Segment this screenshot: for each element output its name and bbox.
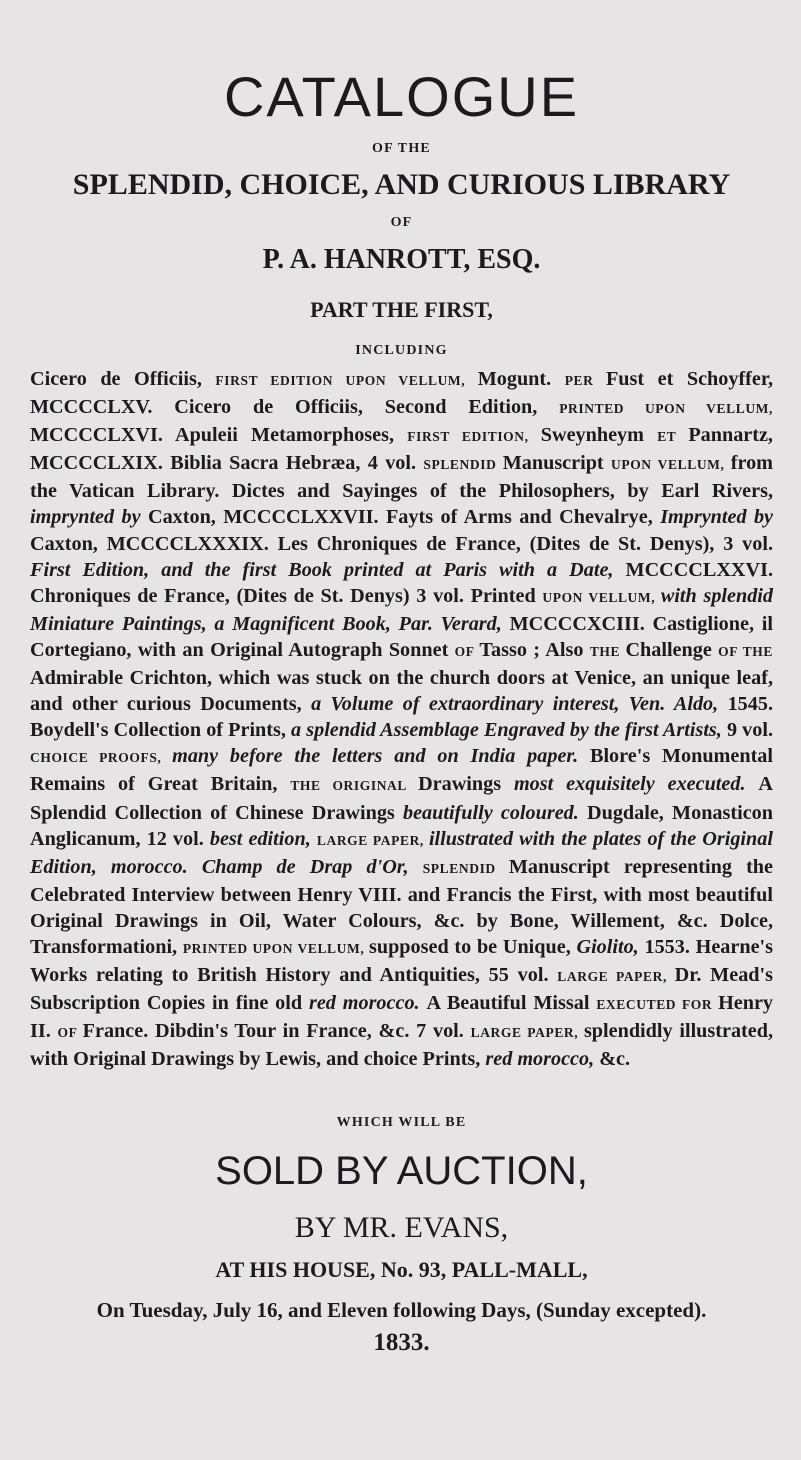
- contents-paragraph: [30, 366, 773, 1072]
- contents-run: Sweynheym: [540, 424, 658, 447]
- contents-run: red morocco,: [485, 1048, 600, 1071]
- owner-name: P. A. HANROTT, ESQ.: [262, 244, 541, 275]
- contents-run: from the Vatican Library. Dictes and Sayinges of the Philosophers, by Earl Rivers,: [30, 452, 773, 503]
- contents-run: LARGE PAPER,: [316, 832, 429, 848]
- contents-run: Caxton, MCCCCLXXXIX. Les Chroniques de France, (Dites de St. Denys), 3 vol.: [30, 532, 773, 555]
- contents-run: Henry II.: [30, 992, 774, 1043]
- which-will-be-label: WHICH WILL BE: [336, 1115, 467, 1131]
- contents-run: imprynted by: [30, 506, 148, 529]
- contents-run: UPON VELLUM,: [611, 457, 731, 473]
- library-subject: SPLENDID, CHOICE, AND CURIOUS LIBRARY: [72, 168, 731, 201]
- contents-run: Dugdale, Monasticon Anglicanum, 12 vol.: [30, 801, 773, 850]
- contents-run: MCCCCXCIII. Castiglione, il Cortegiano, with an Original Autograph Sonnet: [30, 612, 774, 661]
- including-label: INCLUDING: [355, 343, 448, 358]
- contents-run: SPLENDID: [423, 457, 503, 473]
- contents-run: SPLENDID: [422, 860, 509, 876]
- contents-run: Dr. Mead's Subscription Copies in fine old: [30, 964, 773, 1015]
- contents-run: OF THE: [718, 643, 773, 659]
- contents-run: France. Dibdin's Tour in France, &c. 7 vol.: [82, 1020, 471, 1043]
- contents-run: First Edition, and the first Book printed at Paris with a Date,: [30, 558, 626, 581]
- contents-run: Caxton, MCCCCLXXVII. Fayts of Arms and Chevalrye,: [147, 506, 661, 529]
- contents-run: Mogunt.: [477, 368, 565, 390]
- contents-run: splendidly illustrated, with Original Drawings by Lewis, and choice Prints,: [30, 1020, 773, 1071]
- contents-run: red morocco.: [308, 992, 427, 1015]
- contents-run: FIRST EDITION UPON VELLUM,: [215, 373, 478, 388]
- contents-run: PRINTED UPON VELLUM,: [182, 940, 369, 956]
- contents-run: OF: [454, 643, 480, 659]
- part-heading: PART THE FIRST,: [310, 297, 493, 322]
- contents-run: 1545. Boydell's Collection of Prints,: [30, 693, 773, 742]
- contents-run: Tasso ; Also: [479, 638, 590, 661]
- contents-run: many before the letters and on India paper.: [172, 745, 590, 768]
- contents-run: 1553. Hearne's Works relating to British History and Antiquities, 55 vol.: [30, 935, 773, 987]
- of-label: OF: [390, 215, 413, 230]
- contents-run: Challenge: [625, 638, 719, 661]
- contents-run: Drawings: [418, 773, 514, 796]
- contents-run: MCCCCLXXVI. Chroniques de France, (Dites de St. Denys) 3 vol. Printed: [30, 558, 773, 607]
- contents-run: PER: [564, 373, 606, 388]
- catalogue-title: CATALOGUE: [223, 65, 580, 128]
- of-the-label: OF THE: [372, 141, 431, 156]
- contents-run: with splendid Miniature Paintings, a Magnificent Book, Par. Verard,: [30, 584, 774, 635]
- contents-run: a splendid Assemblage Engraved by the first Artists,: [291, 719, 727, 742]
- contents-run: LARGE PAPER,: [557, 969, 675, 985]
- contents-run: ET: [657, 429, 689, 445]
- contents-run: best edition,: [209, 827, 317, 850]
- contents-run: Imprynted by: [660, 506, 774, 529]
- sale-date-line: On Tuesday, July 16, and Eleven following Days, (Sunday excepted).: [96, 1298, 707, 1323]
- contents-run: Cicero de Officiis,: [30, 368, 216, 390]
- contents-run: Admirable Crichton, which was stuck on the church doors at Venice, an unique leaf, and other curious Documents,: [30, 667, 773, 716]
- contents-run: 9 vol.: [726, 719, 774, 742]
- contents-run: supposed to be Unique,: [369, 935, 577, 958]
- contents-run: Manuscript: [502, 452, 611, 475]
- contents-run: Blore's Monumental Remains of Great Britain,: [30, 745, 773, 796]
- contents-run: LARGE PAPER,: [470, 1025, 584, 1041]
- contents-run: THE: [589, 643, 626, 659]
- contents-run: MCCCCLXVI. Apuleii Metamorphoses,: [30, 424, 408, 447]
- contents-run: a Volume of extraordinary interest, Ven. Aldo,: [311, 693, 728, 716]
- contents-run: OF: [57, 1025, 83, 1041]
- auctioneer-line: BY MR. EVANS,: [294, 1211, 509, 1245]
- contents-run: &c.: [599, 1048, 631, 1071]
- house-address: AT HIS HOUSE, No. 93, PALL-MALL,: [215, 1257, 588, 1283]
- sold-by-auction-heading: SOLD BY AUCTION,: [215, 1149, 588, 1194]
- contents-run: Fust et Schoyffer, MCCCCLXV. Cicero de Officiis, Second Edition,: [30, 368, 774, 419]
- contents-run: UPON VELLUM,: [542, 589, 661, 605]
- contents-run: CHOICE PROOFS,: [30, 750, 173, 766]
- contents-run: THE ORIGINAL: [290, 778, 419, 794]
- contents-run: FIRST EDITION,: [407, 429, 541, 445]
- contents-run: most exquisitely executed.: [513, 773, 759, 796]
- contents-run: EXECUTED FOR: [596, 997, 719, 1013]
- sale-year: 1833.: [373, 1329, 430, 1357]
- contents-run: A Beautiful Missal: [426, 992, 597, 1015]
- contents-run: Manuscript representing the Celebrated Interview between Henry VIII. and Francis the First, with most beautiful Original Drawings in Oil, Water Colours, &c. by Bone, Willement, &c. Dolce, Transformationi,: [30, 855, 773, 958]
- contents-run: Giolito,: [576, 935, 645, 958]
- contents-run: Pannartz, MCCCCLXIX. Biblia Sacra Hebræa, 4 vol.: [30, 424, 773, 475]
- contents-run: A Splendid Collection of Chinese Drawings: [30, 773, 774, 824]
- contents-run: beautifully coloured.: [402, 801, 588, 824]
- contents-run: illustrated with the plates of the Original Edition, morocco. Champ de Drap d'Or,: [30, 827, 773, 878]
- contents-run: PRINTED UPON VELLUM,: [559, 401, 773, 417]
